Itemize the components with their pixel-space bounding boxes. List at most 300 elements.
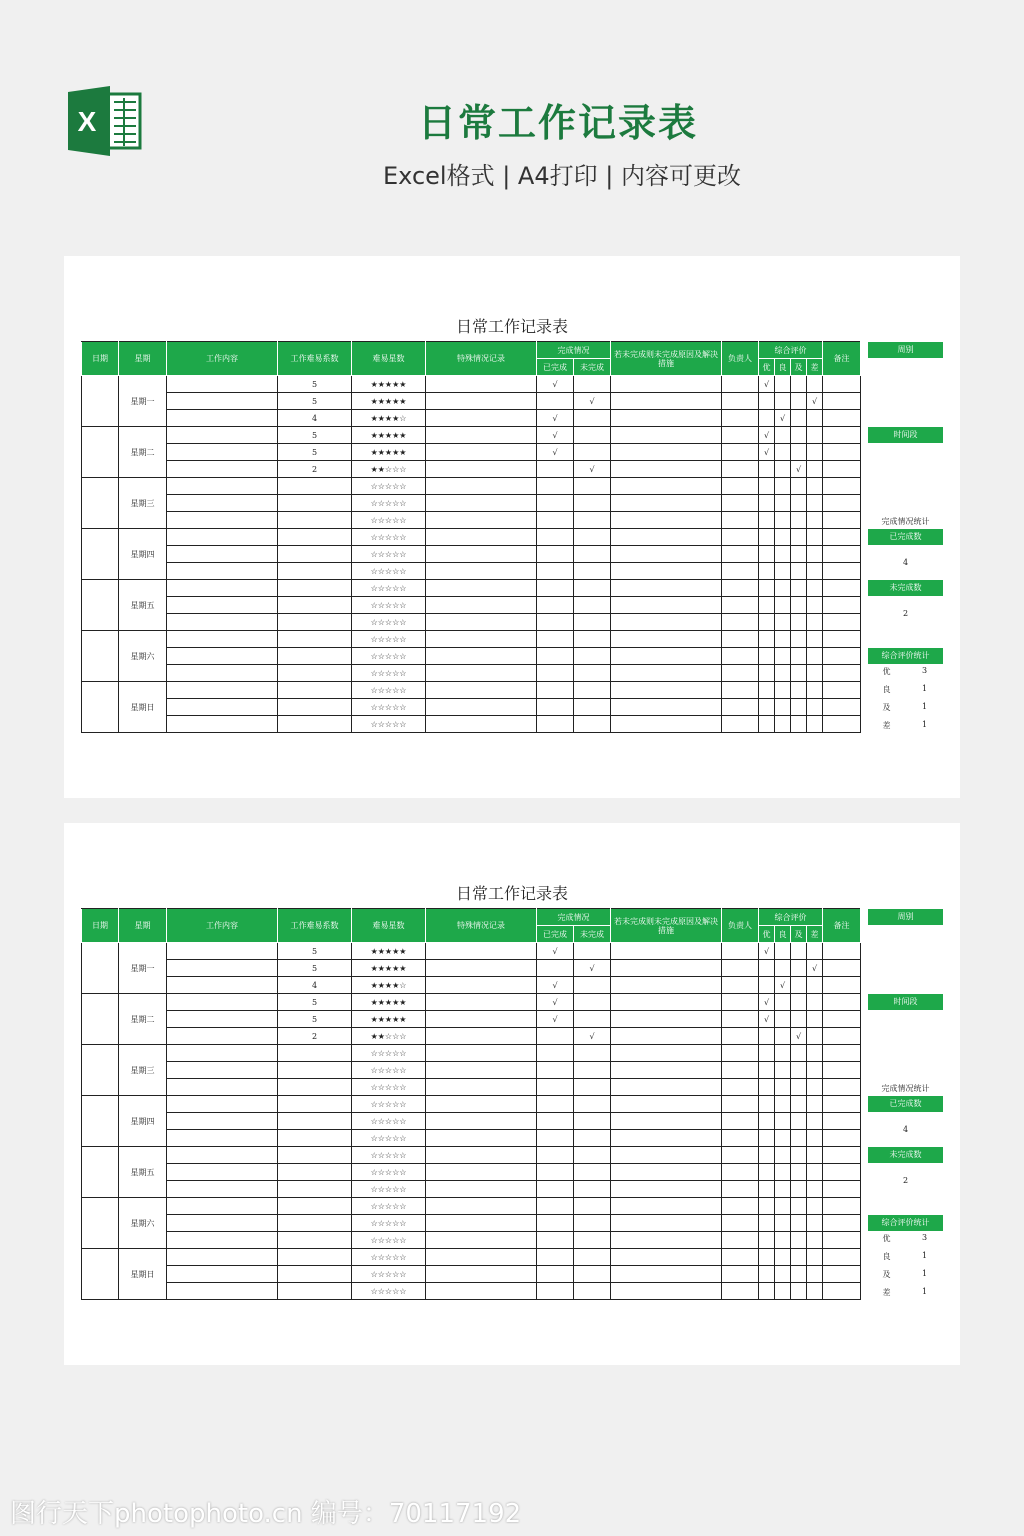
done-cell[interactable]	[537, 512, 574, 529]
undone-cell[interactable]: √	[574, 461, 611, 478]
undone-cell[interactable]: √	[574, 960, 611, 977]
reason-cell[interactable]	[611, 529, 722, 546]
done-cell[interactable]	[537, 665, 574, 682]
owner-cell[interactable]	[722, 597, 759, 614]
poor-cell[interactable]	[807, 1181, 823, 1198]
remark-cell[interactable]	[823, 648, 861, 665]
good-cell[interactable]	[775, 1045, 791, 1062]
good-cell[interactable]	[775, 1113, 791, 1130]
good-cell[interactable]	[775, 563, 791, 580]
reason-cell[interactable]	[611, 1232, 722, 1249]
special-cell[interactable]	[426, 393, 537, 410]
reason-cell[interactable]	[611, 614, 722, 631]
poor-cell[interactable]	[807, 427, 823, 444]
difficulty-cell[interactable]	[278, 1164, 352, 1181]
content-cell[interactable]	[167, 682, 278, 699]
date-cell[interactable]	[82, 1198, 119, 1249]
special-cell[interactable]	[426, 614, 537, 631]
pass-cell[interactable]	[791, 597, 807, 614]
difficulty-cell[interactable]: 5	[278, 444, 352, 461]
special-cell[interactable]	[426, 563, 537, 580]
remark-cell[interactable]	[823, 1096, 861, 1113]
reason-cell[interactable]	[611, 1266, 722, 1283]
reason-cell[interactable]	[611, 580, 722, 597]
owner-cell[interactable]	[722, 461, 759, 478]
reason-cell[interactable]	[611, 1011, 722, 1028]
reason-cell[interactable]	[611, 512, 722, 529]
remark-cell[interactable]	[823, 682, 861, 699]
poor-cell[interactable]	[807, 461, 823, 478]
good-cell[interactable]	[775, 1147, 791, 1164]
good-cell[interactable]	[775, 376, 791, 393]
done-cell[interactable]	[537, 1266, 574, 1283]
remark-cell[interactable]	[823, 546, 861, 563]
undone-cell[interactable]	[574, 529, 611, 546]
poor-cell[interactable]	[807, 1113, 823, 1130]
remark-cell[interactable]	[823, 1147, 861, 1164]
date-cell[interactable]	[82, 1045, 119, 1096]
done-cell[interactable]: √	[537, 376, 574, 393]
done-cell[interactable]	[537, 960, 574, 977]
poor-cell[interactable]	[807, 631, 823, 648]
difficulty-cell[interactable]	[278, 1283, 352, 1300]
pass-cell[interactable]	[791, 943, 807, 960]
difficulty-cell[interactable]	[278, 512, 352, 529]
reason-cell[interactable]	[611, 1215, 722, 1232]
content-cell[interactable]	[167, 1249, 278, 1266]
good-cell[interactable]: √	[775, 410, 791, 427]
poor-cell[interactable]	[807, 1062, 823, 1079]
difficulty-cell[interactable]	[278, 648, 352, 665]
reason-cell[interactable]	[611, 376, 722, 393]
pass-cell[interactable]	[791, 410, 807, 427]
reason-cell[interactable]	[611, 427, 722, 444]
pass-cell[interactable]	[791, 512, 807, 529]
reason-cell[interactable]	[611, 1079, 722, 1096]
poor-cell[interactable]	[807, 943, 823, 960]
difficulty-cell[interactable]: 5	[278, 1011, 352, 1028]
owner-cell[interactable]	[722, 1283, 759, 1300]
difficulty-cell[interactable]	[278, 478, 352, 495]
date-cell[interactable]	[82, 943, 119, 994]
special-cell[interactable]	[426, 410, 537, 427]
pass-cell[interactable]	[791, 580, 807, 597]
difficulty-cell[interactable]	[278, 580, 352, 597]
excellent-cell[interactable]	[759, 1028, 775, 1045]
poor-cell[interactable]	[807, 1198, 823, 1215]
difficulty-cell[interactable]	[278, 614, 352, 631]
remark-cell[interactable]	[823, 994, 861, 1011]
reason-cell[interactable]	[611, 444, 722, 461]
pass-cell[interactable]	[791, 977, 807, 994]
good-cell[interactable]	[775, 393, 791, 410]
owner-cell[interactable]	[722, 1266, 759, 1283]
excellent-cell[interactable]	[759, 546, 775, 563]
excellent-cell[interactable]	[759, 1283, 775, 1300]
reason-cell[interactable]	[611, 648, 722, 665]
undone-cell[interactable]	[574, 1147, 611, 1164]
content-cell[interactable]	[167, 393, 278, 410]
remark-cell[interactable]	[823, 1181, 861, 1198]
undone-cell[interactable]	[574, 512, 611, 529]
special-cell[interactable]	[426, 1045, 537, 1062]
special-cell[interactable]	[426, 1062, 537, 1079]
special-cell[interactable]	[426, 427, 537, 444]
difficulty-cell[interactable]: 5	[278, 960, 352, 977]
remark-cell[interactable]	[823, 1028, 861, 1045]
excellent-cell[interactable]	[759, 1096, 775, 1113]
difficulty-cell[interactable]	[278, 631, 352, 648]
owner-cell[interactable]	[722, 648, 759, 665]
excellent-cell[interactable]	[759, 393, 775, 410]
done-cell[interactable]	[537, 461, 574, 478]
remark-cell[interactable]	[823, 1266, 861, 1283]
undone-cell[interactable]	[574, 1232, 611, 1249]
difficulty-cell[interactable]: 5	[278, 393, 352, 410]
undone-cell[interactable]	[574, 994, 611, 1011]
remark-cell[interactable]	[823, 614, 861, 631]
undone-cell[interactable]	[574, 1130, 611, 1147]
date-cell[interactable]	[82, 529, 119, 580]
excellent-cell[interactable]	[759, 512, 775, 529]
special-cell[interactable]	[426, 960, 537, 977]
special-cell[interactable]	[426, 546, 537, 563]
poor-cell[interactable]	[807, 410, 823, 427]
poor-cell[interactable]	[807, 597, 823, 614]
reason-cell[interactable]	[611, 563, 722, 580]
undone-cell[interactable]	[574, 1198, 611, 1215]
owner-cell[interactable]	[722, 1198, 759, 1215]
content-cell[interactable]	[167, 563, 278, 580]
reason-cell[interactable]	[611, 977, 722, 994]
excellent-cell[interactable]	[759, 529, 775, 546]
done-cell[interactable]	[537, 1164, 574, 1181]
good-cell[interactable]	[775, 444, 791, 461]
done-cell[interactable]: √	[537, 444, 574, 461]
reason-cell[interactable]	[611, 546, 722, 563]
remark-cell[interactable]	[823, 1045, 861, 1062]
special-cell[interactable]	[426, 977, 537, 994]
difficulty-cell[interactable]: 2	[278, 461, 352, 478]
date-cell[interactable]	[82, 1096, 119, 1147]
pass-cell[interactable]	[791, 444, 807, 461]
pass-cell[interactable]	[791, 1181, 807, 1198]
reason-cell[interactable]	[611, 393, 722, 410]
special-cell[interactable]	[426, 1249, 537, 1266]
owner-cell[interactable]	[722, 1045, 759, 1062]
owner-cell[interactable]	[722, 376, 759, 393]
special-cell[interactable]	[426, 1130, 537, 1147]
difficulty-cell[interactable]	[278, 529, 352, 546]
special-cell[interactable]	[426, 580, 537, 597]
special-cell[interactable]	[426, 994, 537, 1011]
excellent-cell[interactable]	[759, 1062, 775, 1079]
content-cell[interactable]	[167, 1011, 278, 1028]
good-cell[interactable]	[775, 1028, 791, 1045]
pass-cell[interactable]	[791, 648, 807, 665]
content-cell[interactable]	[167, 597, 278, 614]
owner-cell[interactable]	[722, 665, 759, 682]
content-cell[interactable]	[167, 444, 278, 461]
excellent-cell[interactable]	[759, 495, 775, 512]
special-cell[interactable]	[426, 1232, 537, 1249]
undone-cell[interactable]	[574, 682, 611, 699]
good-cell[interactable]	[775, 665, 791, 682]
content-cell[interactable]	[167, 1266, 278, 1283]
difficulty-cell[interactable]	[278, 1232, 352, 1249]
content-cell[interactable]	[167, 1079, 278, 1096]
content-cell[interactable]	[167, 665, 278, 682]
pass-cell[interactable]	[791, 1113, 807, 1130]
pass-cell[interactable]	[791, 1096, 807, 1113]
poor-cell[interactable]	[807, 1249, 823, 1266]
difficulty-cell[interactable]: 5	[278, 427, 352, 444]
done-cell[interactable]	[537, 1215, 574, 1232]
done-cell[interactable]	[537, 614, 574, 631]
done-cell[interactable]	[537, 1113, 574, 1130]
pass-cell[interactable]: √	[791, 461, 807, 478]
poor-cell[interactable]	[807, 1045, 823, 1062]
undone-cell[interactable]	[574, 716, 611, 733]
pass-cell[interactable]	[791, 1266, 807, 1283]
pass-cell[interactable]	[791, 1045, 807, 1062]
pass-cell[interactable]	[791, 665, 807, 682]
excellent-cell[interactable]	[759, 1147, 775, 1164]
undone-cell[interactable]: √	[574, 393, 611, 410]
poor-cell[interactable]	[807, 563, 823, 580]
good-cell[interactable]	[775, 478, 791, 495]
poor-cell[interactable]	[807, 682, 823, 699]
undone-cell[interactable]	[574, 1181, 611, 1198]
special-cell[interactable]	[426, 1181, 537, 1198]
excellent-cell[interactable]: √	[759, 943, 775, 960]
undone-cell[interactable]	[574, 427, 611, 444]
remark-cell[interactable]	[823, 977, 861, 994]
difficulty-cell[interactable]	[278, 716, 352, 733]
date-cell[interactable]	[82, 631, 119, 682]
special-cell[interactable]	[426, 1164, 537, 1181]
good-cell[interactable]	[775, 648, 791, 665]
content-cell[interactable]	[167, 376, 278, 393]
special-cell[interactable]	[426, 1283, 537, 1300]
remark-cell[interactable]	[823, 716, 861, 733]
pass-cell[interactable]	[791, 994, 807, 1011]
content-cell[interactable]	[167, 994, 278, 1011]
poor-cell[interactable]	[807, 495, 823, 512]
difficulty-cell[interactable]	[278, 546, 352, 563]
remark-cell[interactable]	[823, 665, 861, 682]
owner-cell[interactable]	[722, 1181, 759, 1198]
owner-cell[interactable]	[722, 716, 759, 733]
undone-cell[interactable]	[574, 1215, 611, 1232]
special-cell[interactable]	[426, 1079, 537, 1096]
difficulty-cell[interactable]	[278, 597, 352, 614]
pass-cell[interactable]	[791, 716, 807, 733]
pass-cell[interactable]	[791, 393, 807, 410]
remark-cell[interactable]	[823, 478, 861, 495]
content-cell[interactable]	[167, 1147, 278, 1164]
content-cell[interactable]	[167, 546, 278, 563]
excellent-cell[interactable]	[759, 977, 775, 994]
special-cell[interactable]	[426, 631, 537, 648]
good-cell[interactable]	[775, 512, 791, 529]
reason-cell[interactable]	[611, 943, 722, 960]
excellent-cell[interactable]	[759, 410, 775, 427]
special-cell[interactable]	[426, 597, 537, 614]
undone-cell[interactable]	[574, 1045, 611, 1062]
good-cell[interactable]	[775, 1283, 791, 1300]
poor-cell[interactable]	[807, 1147, 823, 1164]
difficulty-cell[interactable]	[278, 1045, 352, 1062]
undone-cell[interactable]	[574, 1164, 611, 1181]
reason-cell[interactable]	[611, 1283, 722, 1300]
date-cell[interactable]	[82, 580, 119, 631]
content-cell[interactable]	[167, 529, 278, 546]
good-cell[interactable]	[775, 529, 791, 546]
poor-cell[interactable]	[807, 1028, 823, 1045]
poor-cell[interactable]	[807, 1079, 823, 1096]
owner-cell[interactable]	[722, 960, 759, 977]
undone-cell[interactable]	[574, 444, 611, 461]
done-cell[interactable]	[537, 631, 574, 648]
good-cell[interactable]	[775, 943, 791, 960]
date-cell[interactable]	[82, 427, 119, 478]
done-cell[interactable]	[537, 1028, 574, 1045]
owner-cell[interactable]	[722, 427, 759, 444]
done-cell[interactable]: √	[537, 994, 574, 1011]
content-cell[interactable]	[167, 1130, 278, 1147]
done-cell[interactable]	[537, 1198, 574, 1215]
owner-cell[interactable]	[722, 580, 759, 597]
date-cell[interactable]	[82, 376, 119, 427]
excellent-cell[interactable]	[759, 1181, 775, 1198]
special-cell[interactable]	[426, 1266, 537, 1283]
done-cell[interactable]	[537, 1130, 574, 1147]
reason-cell[interactable]	[611, 716, 722, 733]
excellent-cell[interactable]	[759, 1232, 775, 1249]
done-cell[interactable]	[537, 699, 574, 716]
excellent-cell[interactable]	[759, 1249, 775, 1266]
remark-cell[interactable]	[823, 1079, 861, 1096]
excellent-cell[interactable]	[759, 563, 775, 580]
pass-cell[interactable]	[791, 1147, 807, 1164]
difficulty-cell[interactable]: 2	[278, 1028, 352, 1045]
undone-cell[interactable]	[574, 1096, 611, 1113]
pass-cell[interactable]: √	[791, 1028, 807, 1045]
poor-cell[interactable]	[807, 977, 823, 994]
special-cell[interactable]	[426, 1096, 537, 1113]
difficulty-cell[interactable]	[278, 1181, 352, 1198]
done-cell[interactable]	[537, 1045, 574, 1062]
remark-cell[interactable]	[823, 461, 861, 478]
reason-cell[interactable]	[611, 1045, 722, 1062]
owner-cell[interactable]	[722, 546, 759, 563]
remark-cell[interactable]	[823, 563, 861, 580]
poor-cell[interactable]	[807, 648, 823, 665]
done-cell[interactable]: √	[537, 427, 574, 444]
owner-cell[interactable]	[722, 1130, 759, 1147]
content-cell[interactable]	[167, 1028, 278, 1045]
owner-cell[interactable]	[722, 1147, 759, 1164]
done-cell[interactable]	[537, 1232, 574, 1249]
owner-cell[interactable]	[722, 682, 759, 699]
undone-cell[interactable]: √	[574, 1028, 611, 1045]
excellent-cell[interactable]	[759, 631, 775, 648]
owner-cell[interactable]	[722, 529, 759, 546]
pass-cell[interactable]	[791, 529, 807, 546]
undone-cell[interactable]	[574, 631, 611, 648]
difficulty-cell[interactable]	[278, 699, 352, 716]
owner-cell[interactable]	[722, 512, 759, 529]
owner-cell[interactable]	[722, 1232, 759, 1249]
reason-cell[interactable]	[611, 1130, 722, 1147]
reason-cell[interactable]	[611, 1164, 722, 1181]
content-cell[interactable]	[167, 943, 278, 960]
owner-cell[interactable]	[722, 478, 759, 495]
pass-cell[interactable]	[791, 631, 807, 648]
undone-cell[interactable]	[574, 1079, 611, 1096]
remark-cell[interactable]	[823, 1249, 861, 1266]
poor-cell[interactable]	[807, 1283, 823, 1300]
remark-cell[interactable]	[823, 393, 861, 410]
good-cell[interactable]	[775, 994, 791, 1011]
remark-cell[interactable]	[823, 1164, 861, 1181]
reason-cell[interactable]	[611, 478, 722, 495]
content-cell[interactable]	[167, 495, 278, 512]
remark-cell[interactable]	[823, 1283, 861, 1300]
remark-cell[interactable]	[823, 580, 861, 597]
difficulty-cell[interactable]	[278, 1266, 352, 1283]
excellent-cell[interactable]	[759, 1130, 775, 1147]
pass-cell[interactable]	[791, 960, 807, 977]
excellent-cell[interactable]	[759, 1215, 775, 1232]
good-cell[interactable]	[775, 597, 791, 614]
undone-cell[interactable]	[574, 597, 611, 614]
excellent-cell[interactable]	[759, 478, 775, 495]
owner-cell[interactable]	[722, 1096, 759, 1113]
special-cell[interactable]	[426, 495, 537, 512]
undone-cell[interactable]	[574, 546, 611, 563]
undone-cell[interactable]	[574, 614, 611, 631]
remark-cell[interactable]	[823, 1113, 861, 1130]
excellent-cell[interactable]	[759, 461, 775, 478]
special-cell[interactable]	[426, 1198, 537, 1215]
special-cell[interactable]	[426, 529, 537, 546]
content-cell[interactable]	[167, 512, 278, 529]
special-cell[interactable]	[426, 682, 537, 699]
difficulty-cell[interactable]: 4	[278, 977, 352, 994]
excellent-cell[interactable]: √	[759, 994, 775, 1011]
undone-cell[interactable]	[574, 648, 611, 665]
done-cell[interactable]	[537, 546, 574, 563]
poor-cell[interactable]: √	[807, 960, 823, 977]
remark-cell[interactable]	[823, 1198, 861, 1215]
date-cell[interactable]	[82, 1249, 119, 1300]
done-cell[interactable]	[537, 682, 574, 699]
reason-cell[interactable]	[611, 597, 722, 614]
content-cell[interactable]	[167, 614, 278, 631]
date-cell[interactable]	[82, 1147, 119, 1198]
poor-cell[interactable]	[807, 529, 823, 546]
special-cell[interactable]	[426, 699, 537, 716]
undone-cell[interactable]	[574, 478, 611, 495]
reason-cell[interactable]	[611, 682, 722, 699]
excellent-cell[interactable]	[759, 1164, 775, 1181]
content-cell[interactable]	[167, 960, 278, 977]
pass-cell[interactable]	[791, 1249, 807, 1266]
special-cell[interactable]	[426, 1215, 537, 1232]
remark-cell[interactable]	[823, 512, 861, 529]
